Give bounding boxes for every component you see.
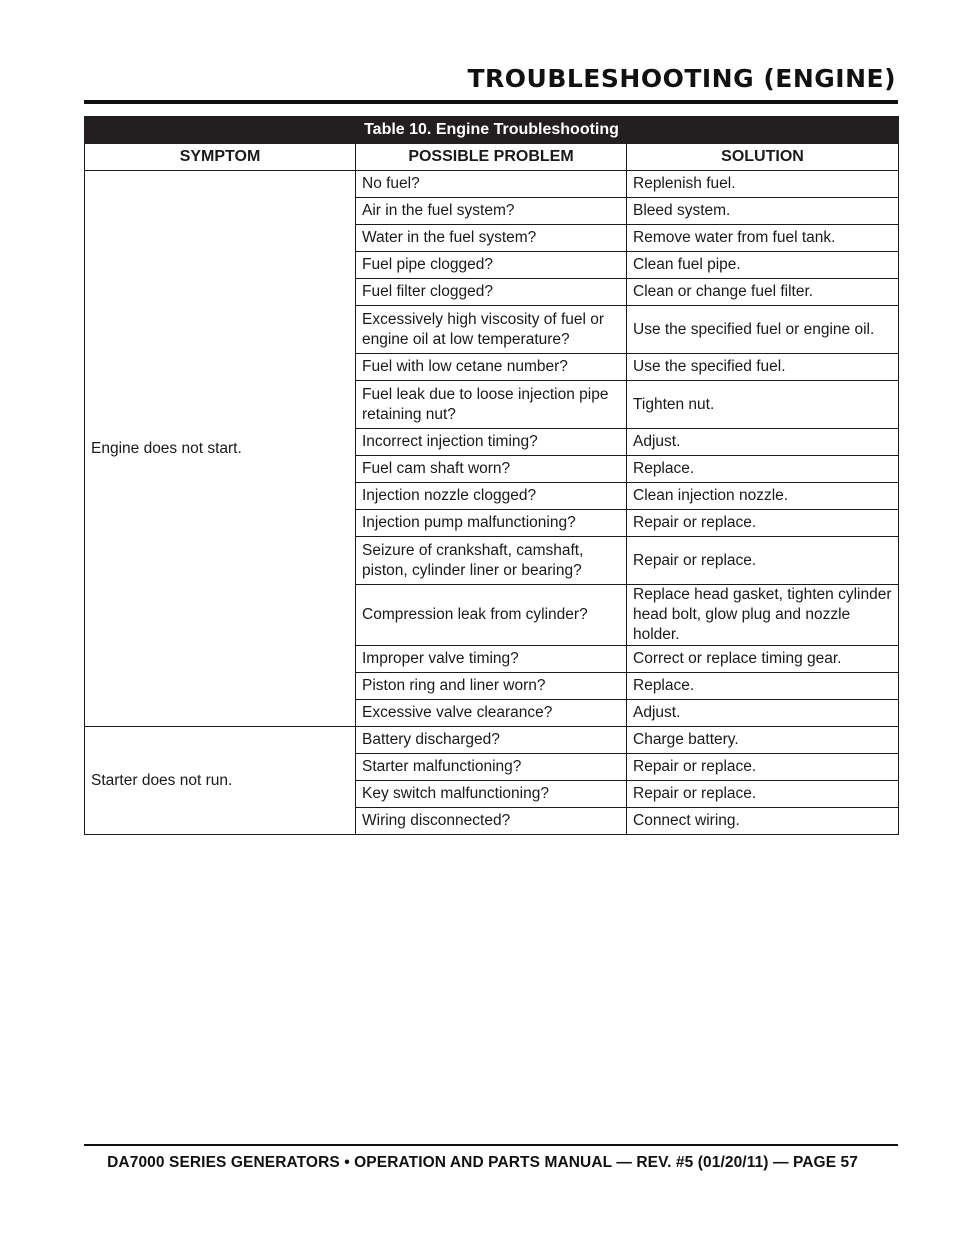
page-title: TROUBLESHOOTING (ENGINE) [467, 64, 896, 93]
problem-cell: Battery discharged? [356, 727, 627, 754]
problem-cell: Piston ring and liner worn? [356, 673, 627, 700]
troubleshooting-table-container [84, 116, 898, 835]
solution-cell: Use the specified fuel or engine oil. [627, 306, 899, 354]
problem-cell: Excessive valve clearance? [356, 700, 627, 727]
solution-cell: Repair or replace. [627, 510, 899, 537]
problem-cell: Fuel cam shaft worn? [356, 456, 627, 483]
solution-cell: Replenish fuel. [627, 171, 899, 198]
problem-cell: Fuel leak due to loose injection pipe retaining nut? [356, 381, 627, 429]
problem-cell: No fuel? [356, 171, 627, 198]
column-header-symptom: SYMPTOM [85, 144, 356, 171]
problem-cell: Injection pump malfunctioning? [356, 510, 627, 537]
solution-cell: Replace head gasket, tighten cylinder head bolt, glow plug and nozzle holder. [627, 585, 899, 646]
solution-cell: Clean or change fuel filter. [627, 279, 899, 306]
footer-divider [84, 1144, 898, 1146]
title-divider [84, 100, 898, 104]
problem-cell: Excessively high viscosity of fuel or engine oil at low temperature? [356, 306, 627, 354]
problem-cell: Improper valve timing? [356, 646, 627, 673]
solution-cell: Clean fuel pipe. [627, 252, 899, 279]
problem-cell: Fuel with low cetane number? [356, 354, 627, 381]
table-row [85, 171, 899, 198]
solution-cell: Replace. [627, 673, 899, 700]
solution-cell: Remove water from fuel tank. [627, 225, 899, 252]
column-header-solution: SOLUTION [627, 144, 899, 171]
problem-cell: Key switch malfunctioning? [356, 781, 627, 808]
solution-cell: Repair or replace. [627, 754, 899, 781]
solution-cell: Repair or replace. [627, 781, 899, 808]
problem-cell: Water in the fuel system? [356, 225, 627, 252]
table-caption: Table 10. Engine Troubleshooting [85, 117, 899, 144]
solution-cell: Clean injection nozzle. [627, 483, 899, 510]
problem-cell: Fuel filter clogged? [356, 279, 627, 306]
symptom-cell: Starter does not run. [85, 727, 356, 835]
problem-cell: Incorrect injection timing? [356, 429, 627, 456]
solution-cell: Use the specified fuel. [627, 354, 899, 381]
solution-cell: Adjust. [627, 700, 899, 727]
table-header-row [85, 144, 899, 171]
solution-cell: Repair or replace. [627, 537, 899, 585]
problem-cell: Injection nozzle clogged? [356, 483, 627, 510]
solution-cell: Tighten nut. [627, 381, 899, 429]
table-body [85, 171, 899, 835]
table-row [85, 727, 899, 754]
problem-cell: Fuel pipe clogged? [356, 252, 627, 279]
solution-cell: Replace. [627, 456, 899, 483]
solution-cell: Adjust. [627, 429, 899, 456]
problem-cell: Seizure of crankshaft, camshaft, piston, cylinder liner or bearing? [356, 537, 627, 585]
solution-cell: Connect wiring. [627, 808, 899, 835]
page-footer: DA7000 SERIES GENERATORS • OPERATION AND PARTS MANUAL — REV. #5 (01/20/11) — PAGE 57 [107, 1154, 858, 1171]
solution-cell: Bleed system. [627, 198, 899, 225]
engine-troubleshooting-table [84, 116, 899, 835]
solution-cell: Correct or replace timing gear. [627, 646, 899, 673]
problem-cell: Compression leak from cylinder? [356, 585, 627, 646]
solution-cell: Charge battery. [627, 727, 899, 754]
problem-cell: Wiring disconnected? [356, 808, 627, 835]
table-caption-row [85, 117, 899, 144]
problem-cell: Starter malfunctioning? [356, 754, 627, 781]
column-header-possible-problem: POSSIBLE PROBLEM [356, 144, 627, 171]
symptom-cell: Engine does not start. [85, 171, 356, 727]
problem-cell: Air in the fuel system? [356, 198, 627, 225]
